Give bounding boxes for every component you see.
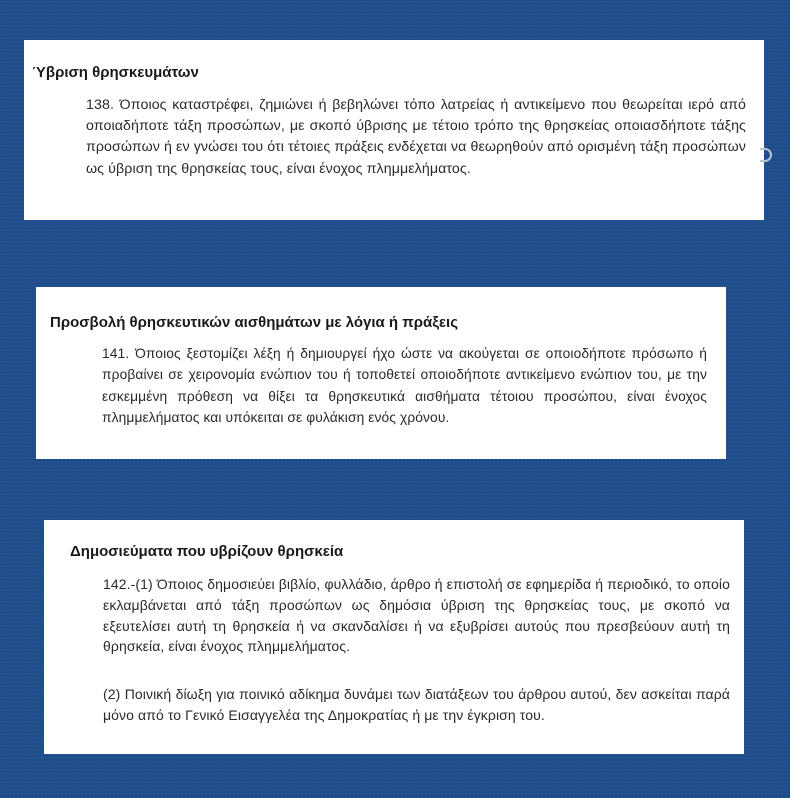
article-text: 138. Όποιος καταστρέφει, ζημιώνει ή βεβηλώνει τόπο λατρείας ή αντικείμενο που θεωρείται ιερό από οποιαδήποτε τάξη προσώπων, με σκοπό ύβρισης με τέτοιο τρόπο της θρησκείας οποιασδήποτε τάξης προσώπων ή εν γνώσει του ότι τέτοιες πράξεις ενδέχεται να θεωρηθούν από ορισμένη τάξη προσώπων ως ύβριση της θρησκείας τους, είναι ένοχος πλημμελήματος. xyxy=(86,97,746,177)
article-138-card xyxy=(24,40,764,220)
section-heading: Προσβολή θρησκευτικών αισθημάτων με λόγια ή πράξεις xyxy=(50,314,459,331)
section-heading: Ύβριση θρησκευμάτων xyxy=(32,64,199,81)
article-text: (2) Ποινική δίωξη για ποινικό αδίκημα δυνάμει των διατάξεων του άρθρου αυτού, δεν ασκείται παρά μόνο από το Γενικό Εισαγγελέα της Δημοκρατίας ή με την έγκριση του. xyxy=(103,686,730,723)
article-141-card xyxy=(36,287,726,459)
article-142-card xyxy=(44,520,744,754)
section-heading: Δημοσιεύματα που υβρίζουν θρησκεία xyxy=(70,543,344,560)
scroll-handle-icon xyxy=(760,148,772,162)
article-text: 141. Όποιος ξεστομίζει λέξη ή δημιουργεί ήχο ώστε να ακούγεται σε οποιοδήποτε πρόσωπο ή προβαίνει σε χειρονομία ενώπιον του ή τοποθετεί οποιοδήποτε αντικείμενο ενώπιον του, με την εσκεμμένη πρόθεση να θίξει τα θρησκευτικά αισθήματα τέτοιου προσώπου, είναι ένοχος πλημμελήματος και υπόκειται σε φυλάκιση ενός χρόνου. xyxy=(102,346,707,426)
article-text: 142.-(1) Όποιος δημοσιεύει βιβλίο, φυλλάδιο, άρθρο ή επιστολή σε εφημερίδα ή περιοδικό, το οποίο εκλαμβάνεται από τάξη προσώπων ως δημόσια ύβριση της θρησκείας τους, με σκοπό να εξευτελίσει αυτή τη θρησκεία ή να σκανδαλίσει ή να εξυβρίσει αυτούς που πρεσβεύουν αυτή τη θρησκεία, είναι ένοχος πλημμελήματος. xyxy=(103,576,730,655)
